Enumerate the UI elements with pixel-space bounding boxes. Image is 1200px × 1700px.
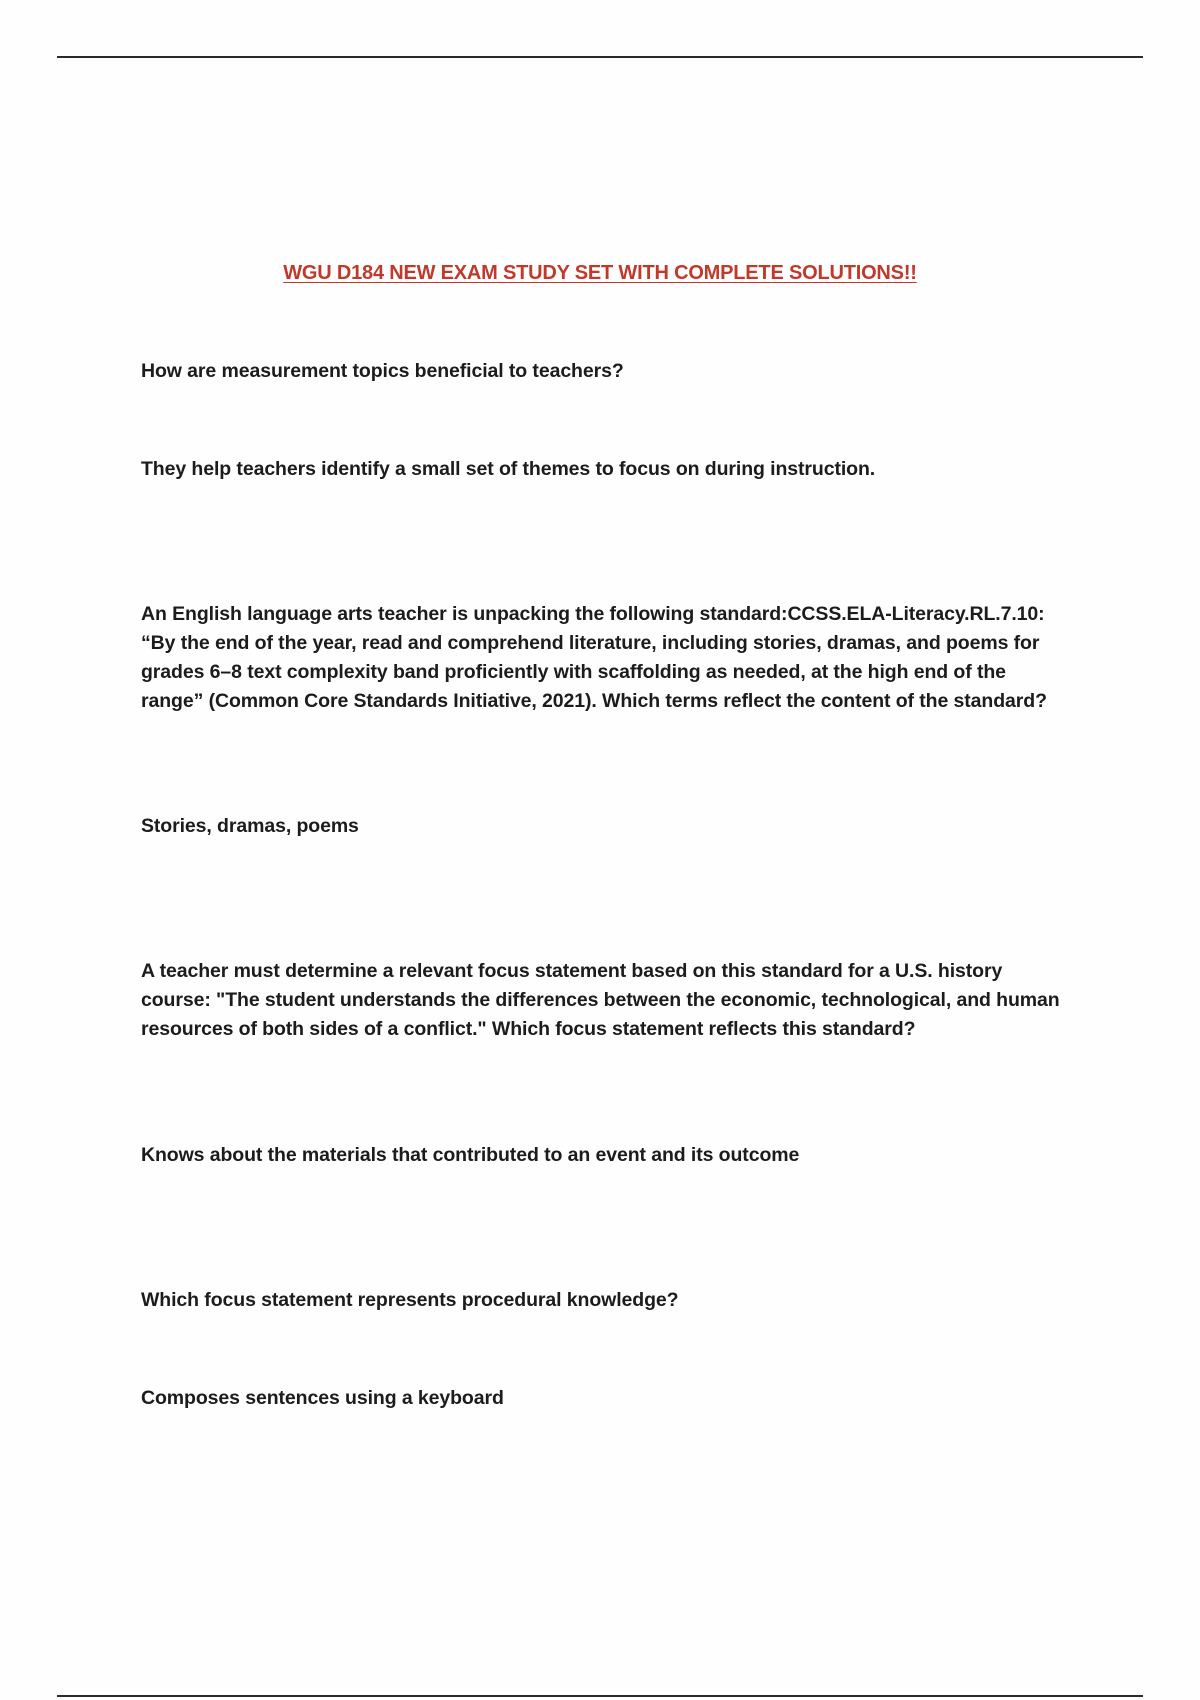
answer-text: Stories, dramas, poems — [141, 815, 359, 837]
bottom-rule — [57, 1695, 1143, 1697]
question-text: An English language arts teacher is unpacking the following standard:CCSS.ELA-Literacy.RL.7.10: “By the end of the year, read and comprehend literature, including stories, dramas, and poems for grades 6–8 text complexity band proficiently with scaffolding as needed, at the high end of the range” (Common Core Standards Initiative, 2021). Which terms reflect the content of the standard? — [141, 603, 1047, 712]
document-title: WGU D184 NEW EXAM STUDY SET WITH COMPLETE SOLUTIONS!! — [283, 262, 917, 284]
question-text: Which focus statement represents procedural knowledge? — [141, 1289, 679, 1311]
answer-text: Composes sentences using a keyboard — [141, 1387, 504, 1409]
question-text: A teacher must determine a relevant focus statement based on this standard for a U.S. history course: "The student understands the differences between the economic, technological, and human resources of both sides of a conflict." Which focus statement reflects this standard? — [141, 960, 1060, 1040]
answer-text: Knows about the materials that contributed to an event and its outcome — [141, 1144, 800, 1166]
question-text: How are measurement topics beneficial to teachers? — [141, 360, 624, 382]
answer-text: They help teachers identify a small set of themes to focus on during instruction. — [141, 458, 876, 480]
top-rule — [57, 56, 1143, 58]
